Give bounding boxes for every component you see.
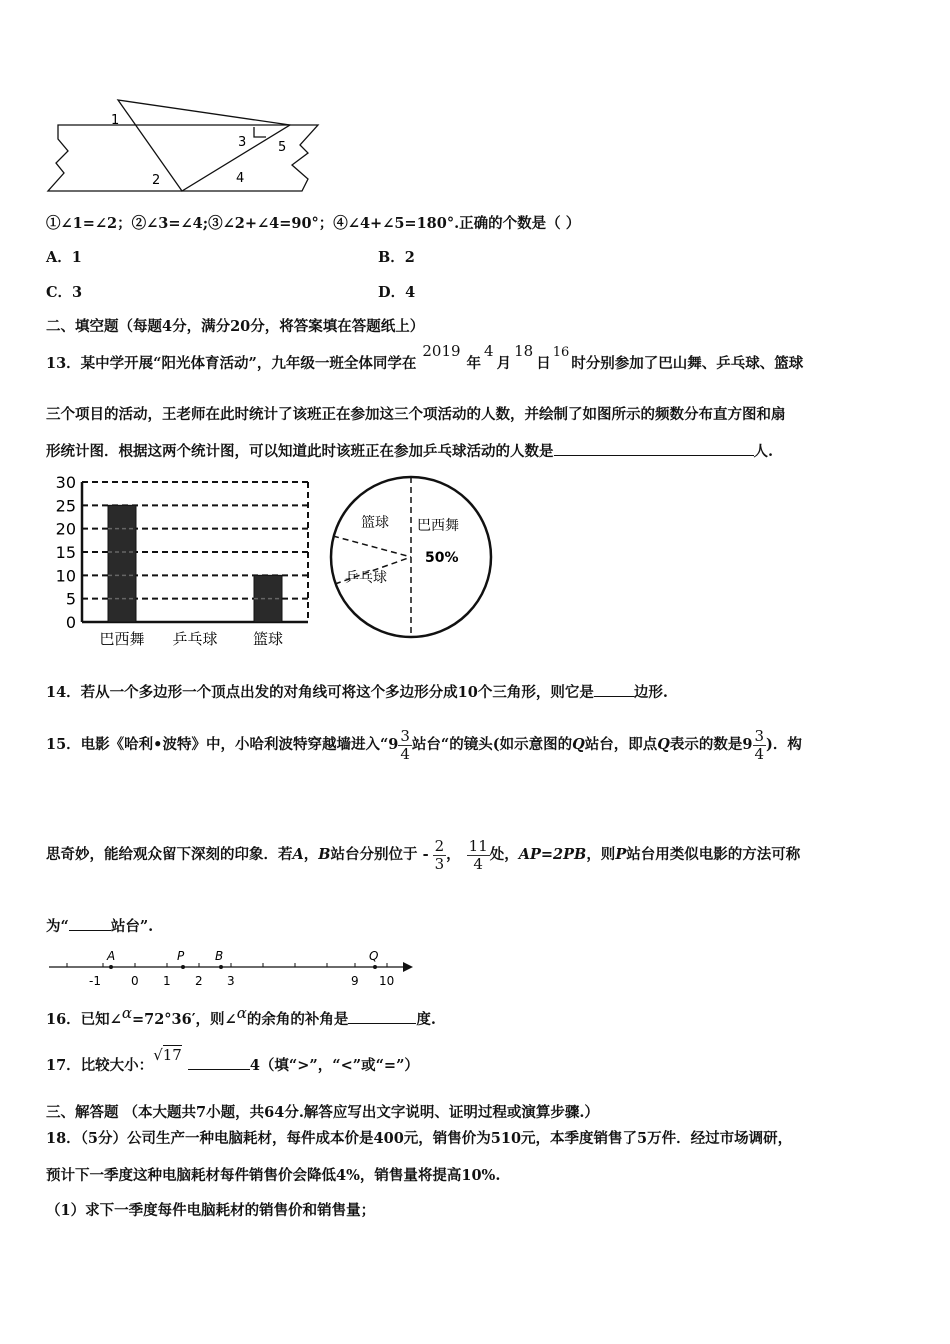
q13-line3-end: 人. bbox=[753, 443, 774, 460]
angle-label-5: 5 bbox=[278, 140, 287, 155]
q15-b-var: B bbox=[318, 846, 331, 863]
section2-heading: 二、填空题（每题4分，满分20分，将答案填在答题纸上） bbox=[46, 318, 425, 335]
y-tick-label-15: 15 bbox=[55, 543, 76, 562]
y-tick-label-30: 30 bbox=[55, 473, 76, 492]
q16-d: 度. bbox=[416, 1011, 436, 1028]
q13-year: 2019 bbox=[422, 342, 461, 360]
y-tick-label-5: 5 bbox=[65, 589, 76, 609]
right-angle-mark bbox=[254, 127, 266, 137]
point-q bbox=[373, 965, 377, 969]
angle-label-1: 1 bbox=[111, 113, 120, 128]
frac-den: 4 bbox=[754, 744, 765, 763]
q15-l2b: 站台分别位于 - bbox=[330, 846, 429, 863]
pie-label-pingpong: 乒乓球 bbox=[345, 570, 387, 586]
q13-prefix: 13．某中学开展“阳光体育活动”，九年级一班全体同学在 bbox=[46, 355, 417, 372]
frac-num: 2 bbox=[434, 836, 445, 855]
q15-line2 bbox=[46, 825, 800, 885]
sqrt-17 bbox=[153, 1046, 182, 1064]
frac-den: 4 bbox=[400, 744, 410, 763]
q17-a: 17．比较大小： bbox=[46, 1057, 154, 1074]
q13-year-unit: 年 bbox=[466, 355, 482, 372]
q13-hour: 16 bbox=[552, 345, 570, 360]
bar-chart bbox=[50, 470, 315, 655]
q12-option-c: C．3 bbox=[46, 284, 83, 301]
q16-a: 16．已知∠ bbox=[46, 1011, 122, 1028]
tick-label-neg1: -1 bbox=[89, 974, 101, 988]
q15-line3 bbox=[46, 915, 153, 936]
section3-heading: 三、解答题 （本大题共7小题，共64分.解答应写出文字说明、证明过程或演算步骤.） bbox=[46, 1104, 599, 1121]
angle-label-3: 3 bbox=[238, 135, 247, 150]
y-tick-label-20: 20 bbox=[55, 519, 76, 539]
point-a bbox=[109, 965, 113, 969]
triangle bbox=[118, 100, 290, 191]
label-a: A bbox=[107, 949, 116, 963]
q15-p2: 站台“的镜头(如示意图的 bbox=[411, 736, 573, 753]
label-b: B bbox=[215, 949, 224, 963]
q13-suffix: 时分别参加了巴山舞、乒乓球、篮球 bbox=[571, 355, 804, 372]
q13-line1 bbox=[46, 342, 804, 373]
q13-day: 18 bbox=[514, 342, 534, 360]
q15-comma: ， bbox=[303, 846, 319, 863]
sqrt-radicand: 17 bbox=[162, 1046, 182, 1064]
q13-line2: 三个项目的活动，王老师在此时统计了该班正在参加这三个项活动的人数，并绘制了如图所示的频数分布直方图和扇 bbox=[46, 406, 786, 423]
q15-l2f: 站台用类似电影的方法可称 bbox=[626, 846, 801, 863]
alpha-symbol: α bbox=[121, 1004, 132, 1022]
angle-label-2: 2 bbox=[152, 173, 161, 188]
fraction-3-4-a bbox=[398, 728, 412, 763]
angle-label-4: 4 bbox=[236, 171, 245, 186]
q16-b: =72°36′，则∠ bbox=[131, 1011, 237, 1028]
label-p: P bbox=[177, 949, 185, 963]
bar-巴西舞 bbox=[108, 505, 136, 622]
fraction-2-3 bbox=[433, 838, 447, 873]
fraction-3-4-b bbox=[753, 728, 767, 763]
q15-p3: 站台，即点 bbox=[584, 736, 658, 753]
frac-den: 3 bbox=[434, 854, 445, 873]
q17-line bbox=[46, 1046, 419, 1075]
q15-l3b: 站台”. bbox=[110, 918, 154, 935]
q14-answer-blank[interactable] bbox=[594, 696, 634, 697]
y-tick-label-25: 25 bbox=[55, 496, 76, 516]
q15-p4: 表示的数是9 bbox=[669, 736, 753, 753]
sqrt-icon: √ bbox=[153, 1046, 163, 1064]
q15-p-var: P bbox=[615, 846, 627, 863]
x-label-巴西舞: 巴西舞 bbox=[99, 630, 145, 648]
q18-line3: （1）求下一季度每件电脑耗材的销售价和销售量； bbox=[46, 1202, 376, 1219]
fraction-11-4 bbox=[467, 838, 490, 873]
q17-b: 4（填“>”，“<”或“=”） bbox=[249, 1057, 419, 1074]
pie-label-percent: 50% bbox=[425, 550, 459, 566]
frac-num: 11 bbox=[468, 836, 488, 855]
tick-label-1: 1 bbox=[163, 974, 171, 988]
q15-l2a: 思奇妙，能给观众留下深刻的印象．若 bbox=[46, 846, 293, 863]
number-line bbox=[45, 945, 420, 993]
point-p bbox=[181, 965, 185, 969]
pie-slice-divider-upper bbox=[333, 536, 411, 557]
q15-equation: AP=2PB bbox=[518, 846, 587, 863]
q18-line1: 18．（5分）公司生产一种电脑耗材，每件成本价是400元，销售价为510元，本季度销售了5万件．经过市场调研， bbox=[46, 1130, 793, 1147]
q12-option-b: B．2 bbox=[378, 249, 415, 266]
q15-line1 bbox=[46, 715, 802, 775]
tick-label-9: 9 bbox=[351, 974, 359, 988]
q15-q-var: Q bbox=[572, 736, 585, 753]
q15-l2c: ， bbox=[446, 846, 461, 863]
q15-p5: )．构 bbox=[766, 736, 802, 753]
q15-l2d: 处， bbox=[489, 846, 519, 863]
q14-end: 边形. bbox=[633, 684, 668, 701]
q13-line3 bbox=[46, 440, 773, 461]
q12-option-a: A．1 bbox=[46, 249, 82, 266]
x-label-乒乓球: 乒乓球 bbox=[172, 630, 218, 648]
q15-p1: 15．电影《哈利•波特》中，小哈利波特穿越墙进入“9 bbox=[46, 736, 399, 753]
frac-num: 3 bbox=[754, 726, 765, 745]
q16-line bbox=[46, 1004, 436, 1029]
arrow-head bbox=[403, 962, 413, 972]
q14-text: 14．若从一个多边形一个顶点出发的对角线可将这个多边形分成10个三角形，则它是 bbox=[46, 684, 594, 701]
q15-l3a: 为“ bbox=[46, 918, 69, 935]
point-b bbox=[219, 965, 223, 969]
q18-line2: 预计下一季度这种电脑耗材每件销售价会降低4%，销售量将提高10%. bbox=[46, 1167, 501, 1184]
parallel-strip bbox=[48, 125, 318, 191]
q15-l2e: ，则 bbox=[586, 846, 616, 863]
q17-answer-blank[interactable] bbox=[188, 1069, 250, 1070]
q13-line3-text: 形统计图．根据这两个统计图，可以知道此时该班正在参加乒乓球活动的人数是 bbox=[46, 443, 554, 460]
tick-label-0: 0 bbox=[131, 974, 139, 988]
y-tick-label-10: 10 bbox=[55, 566, 76, 586]
pie-label-basketball: 篮球 bbox=[361, 515, 389, 531]
tick-label-10: 10 bbox=[379, 974, 395, 988]
q13-month-unit: 月 bbox=[496, 355, 512, 372]
q15-answer-blank[interactable] bbox=[69, 930, 111, 931]
q14-line bbox=[46, 681, 668, 702]
y-tick-label-0: 0 bbox=[65, 613, 76, 632]
q16-c: 的余角的补角是 bbox=[246, 1011, 349, 1028]
geometry-figure bbox=[40, 95, 330, 200]
q16-answer-blank[interactable] bbox=[348, 1023, 416, 1024]
pie-label-brazil-dance: 巴西舞 bbox=[417, 518, 459, 534]
q15-q-var-2: Q bbox=[657, 736, 670, 753]
x-label-篮球: 篮球 bbox=[252, 630, 284, 648]
q13-day-unit: 日 bbox=[536, 355, 551, 372]
q12-option-d: D．4 bbox=[378, 284, 416, 301]
pie-chart bbox=[325, 472, 500, 642]
frac-den: 4 bbox=[473, 854, 483, 873]
tick-label-3: 3 bbox=[227, 974, 235, 988]
frac-num: 3 bbox=[400, 726, 410, 745]
q12-statement: ①∠1=∠2；②∠3=∠4;③∠2+∠4=90°；④∠4+∠5=180°.正确的个数是（ ） bbox=[46, 215, 581, 232]
alpha-symbol-2: α bbox=[236, 1004, 247, 1022]
q15-a-var: A bbox=[292, 846, 304, 863]
q13-answer-blank[interactable] bbox=[554, 455, 754, 456]
q13-month: 4 bbox=[484, 342, 494, 360]
tick-label-2: 2 bbox=[195, 974, 203, 988]
label-q: Q bbox=[369, 949, 379, 963]
